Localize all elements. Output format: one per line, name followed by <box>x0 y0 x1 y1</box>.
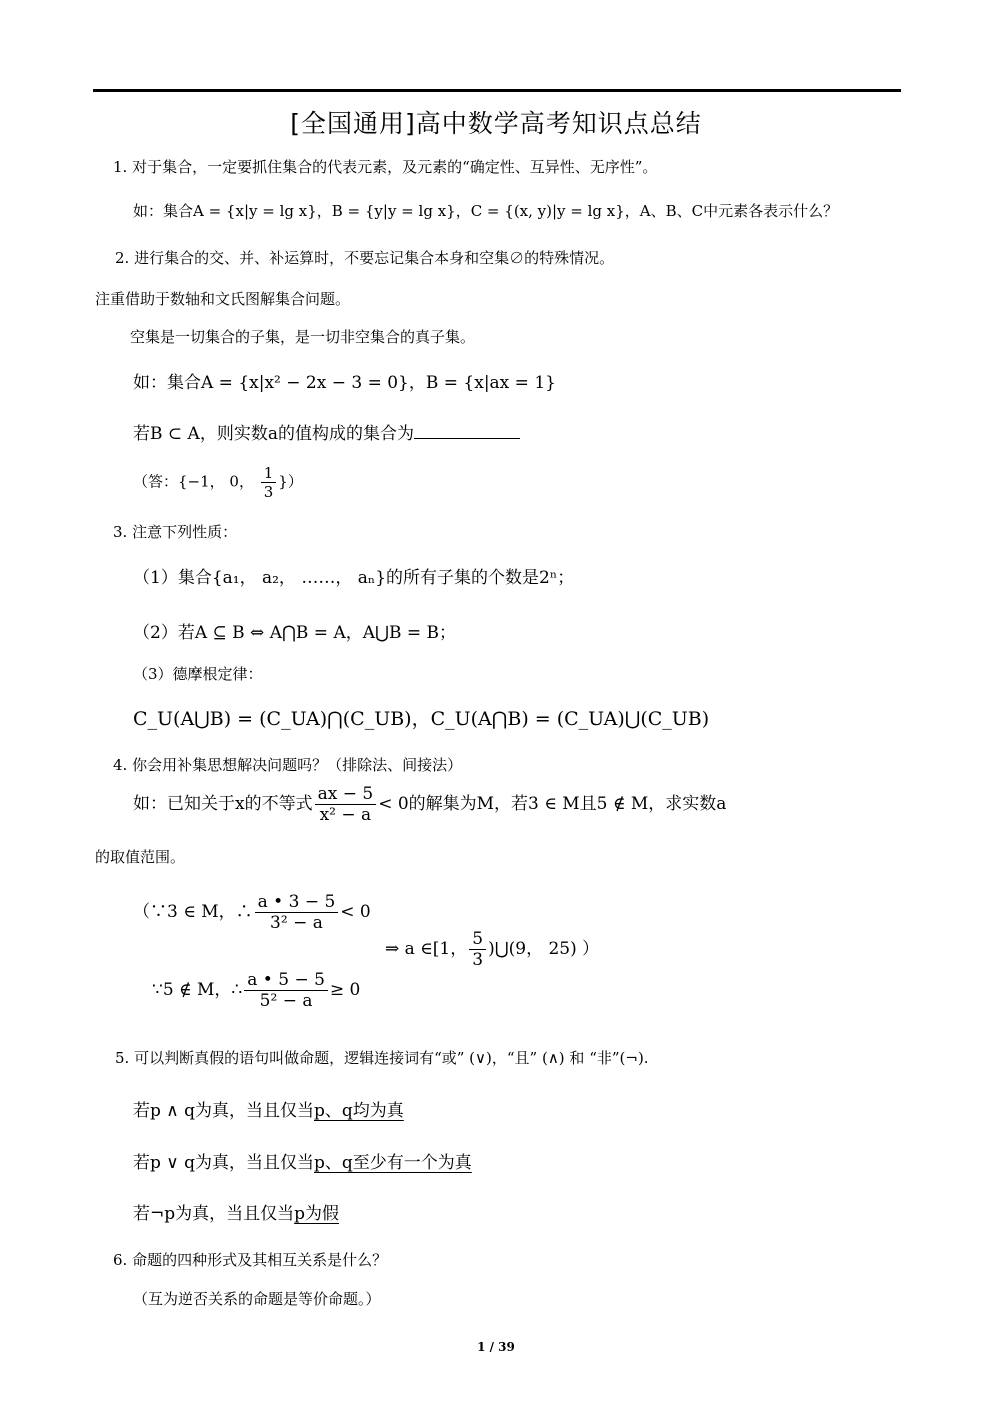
property-3: （3）德摩根定律： <box>133 665 263 683</box>
property-2: （2）若A ⊆ B ⇔ A⋂B = A，A⋃B = B； <box>133 623 456 643</box>
example-4-cont: 的取值范围。 <box>95 848 186 866</box>
disjunction-rule <box>133 1148 472 1173</box>
rule-pre: 若¬p为真，当且仅当 <box>133 1204 295 1224</box>
result-post: )⋃(9， 25) ） <box>488 939 600 959</box>
item-2-note: 注重借助于数轴和文氏图解集合问题。 <box>95 290 351 308</box>
rule-pre: 若p ∨ q为真，当且仅当 <box>133 1153 315 1173</box>
solution-2-pre: ∵5 ∉ M，∴ <box>152 980 243 1000</box>
frac-den: 5² − a <box>259 991 313 1011</box>
negation-rule <box>133 1199 339 1224</box>
example-4-pre: 如：已知关于x的不等式 <box>133 794 313 814</box>
property-1: （1）集合{a₁， a₂， ……， aₙ}的所有子集的个数是2ⁿ； <box>133 568 575 588</box>
page-number: 1 / 39 <box>477 1340 515 1354</box>
frac-num: a • 3 − 5 <box>255 892 339 913</box>
solution-2-fraction <box>244 970 328 1011</box>
frac-num: ax − 5 <box>315 784 377 805</box>
frac-num: a • 5 − 5 <box>244 970 328 991</box>
item-6: 6. 命题的四种形式及其相互关系是什么？ <box>113 1251 388 1269</box>
result-pre: ⇒ a ∈[1， <box>385 939 468 959</box>
example-4 <box>133 784 726 825</box>
rule-underlined: p、q均为真 <box>314 1101 404 1121</box>
frac-den: 3 <box>472 950 484 970</box>
item-5: 5. 可以判断真假的语句叫做命题，逻辑连接词有“或” (∨)，“且” (∧) 和 “非”(¬). <box>115 1049 649 1067</box>
frac-num: 5 <box>469 929 486 950</box>
frac-den: 3 <box>263 483 274 501</box>
solution-line-2 <box>152 970 360 1011</box>
example-4-post: < 0的解集为M，若3 ∈ M且5 ∉ M，求实数a <box>378 794 727 814</box>
empty-set-note: 空集是一切集合的子集，是一切非空集合的真子集。 <box>130 328 476 346</box>
de-morgan-law: C_U(A⋃B) = (C_UA)⋂(C_UB)，C_U(A⋂B) = (C_UA)⋃(C_UB) <box>133 708 710 730</box>
frac-den: x² − a <box>319 805 372 825</box>
example-1: 如：集合A = {x|y = lg x}，B = {y|y = lg x}，C = {(x, y)|y = lg x}，A、B、C中元素各表示什么？ <box>133 202 839 220</box>
fraction-one-third <box>261 464 277 501</box>
solution-1-pre: （∵3 ∈ M，∴ <box>133 902 253 922</box>
answer-pre: （答：{−1， 0， <box>133 472 259 491</box>
solution-1-post: < 0 <box>340 902 371 922</box>
item-4: 4. 你会用补集思想解决问题吗？（排除法、间接法） <box>113 756 463 774</box>
result-fraction <box>469 929 486 970</box>
solution-line-1 <box>133 892 371 933</box>
example-2-question <box>133 419 520 444</box>
item-6-note: （互为逆否关系的命题是等价命题。） <box>133 1290 381 1308</box>
example-2: 如：集合A = {x|x² − 2x − 3 = 0}，B = {x|ax = 1} <box>133 373 556 393</box>
solution-result <box>385 929 599 970</box>
conjunction-rule <box>133 1096 404 1121</box>
item-2: 2. 进行集合的交、并、补运算时，不要忘记集合本身和空集∅的特殊情况。 <box>115 249 615 267</box>
item-3: 3. 注意下列性质： <box>113 523 238 541</box>
question-text: 若B ⊂ A，则实数a的值构成的集合为 <box>133 424 414 444</box>
item-1: 1. 对于集合，一定要抓住集合的代表元素，及元素的“确定性、互异性、无序性”。 <box>113 158 658 176</box>
inequality-fraction <box>315 784 377 825</box>
page-title: [全国通用]高中数学高考知识点总结 <box>290 109 702 138</box>
frac-num: 1 <box>261 464 277 483</box>
top-rule <box>93 89 901 92</box>
rule-pre: 若p ∧ q为真，当且仅当 <box>133 1101 315 1121</box>
frac-den: 3² − a <box>270 913 323 933</box>
answer-post: }） <box>278 472 303 491</box>
solution-1-fraction <box>255 892 339 933</box>
solution-2-post: ≥ 0 <box>329 980 361 1000</box>
answer-blank <box>414 424 520 439</box>
rule-underlined: p为假 <box>294 1204 340 1224</box>
rule-underlined: p、q至少有一个为真 <box>314 1153 472 1173</box>
answer-1 <box>133 464 303 501</box>
